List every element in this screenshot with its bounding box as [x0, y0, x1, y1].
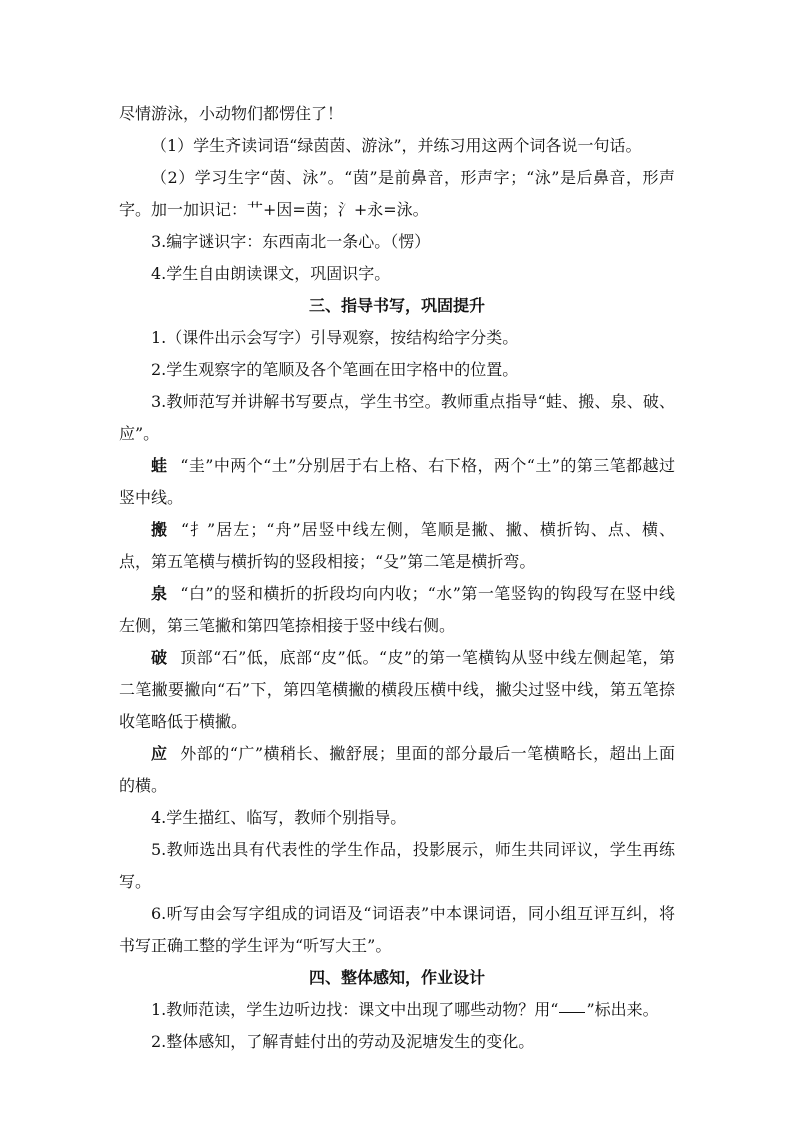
char-guide-wa [119, 450, 675, 514]
char-note: “扌”居左；“舟”居竖中线左侧，笔顺是撇、撇、横折钩、点、横、点，第五笔横与横折钩的竖段相接；“殳”第二笔是横折弯。 [119, 520, 675, 571]
paragraph-step-2: （2）学习生字“茵、泳”。“茵”是前鼻音，形声字；“泳”是后鼻音，形声字。加一加识记：艹+因=茵；氵+永=泳。 [119, 168, 675, 219]
paragraph-read-aloud: 4.学生自由朗读课文，巩固识字。 [151, 264, 391, 283]
char-head: 搬 [151, 520, 169, 539]
underline-mark [559, 1011, 585, 1013]
char-guide-po [119, 642, 675, 738]
char-note: “圭”中两个“土”分别居于右上格、右下格，两个“土”的第三笔都越过竖中线。 [119, 456, 675, 507]
list-item: 3.教师范写并讲解书写要点，学生书空。教师重点指导“蛙、搬、泉、破、应”。 [119, 392, 675, 443]
list-item: 5.教师选出具有代表性的学生作品，投影展示，师生共同评议，学生再练写。 [119, 840, 675, 891]
char-note: “白”的竖和横折的折段均向内收；“水”第一笔竖钩的钩段写在竖中线左侧，第三笔撇和第四笔捺相接于竖中线右侧。 [119, 584, 675, 635]
list-item [119, 994, 675, 1026]
paragraph-step-1: （1）学生齐读词语“绿茵茵、游泳”，并练习用这两个词各说一句话。 [151, 136, 642, 155]
item-text: 1.教师范读，学生边听边找：课文中出现了哪些动物？用“ [151, 1000, 559, 1019]
list-item: 2.学生观察字的笔顺及各个笔画在田字格中的位置。 [151, 360, 519, 379]
char-head: 破 [151, 648, 168, 667]
char-head: 应 [151, 744, 168, 763]
item-text: ”标出来。 [586, 1000, 659, 1019]
list-item: 1.（课件出示会写字）引导观察，按结构给字分类。 [151, 328, 519, 347]
list-item: 2.整体感知，了解青蛙付出的劳动及泥塘发生的变化。 [151, 1032, 535, 1051]
section-heading-3: 三、指导书写，巩固提升 [308, 296, 485, 315]
paragraph-riddle: 3.编字谜识字：东西南北一条心。（愣） [151, 232, 431, 251]
paragraph-continuation: 尽情游泳，小动物们都愣住了！ [119, 104, 344, 123]
char-guide-ying [119, 738, 675, 802]
char-head: 蛙 [151, 456, 168, 475]
char-note: 外部的“广”横稍长、撇舒展；里面的部分最后一笔横略长，超出上面的横。 [119, 744, 675, 795]
char-head: 泉 [151, 584, 168, 603]
char-guide-ban [119, 514, 675, 578]
section-heading-4: 四、整体感知，作业设计 [308, 968, 485, 987]
char-guide-quan [119, 578, 675, 642]
list-item: 6.听写由会写字组成的词语及“词语表”中本课词语，同小组互评互纠，将书写正确工整的学生评为“听写大王”。 [119, 904, 675, 955]
document-body [119, 98, 675, 1058]
list-item: 4.学生描红、临写，教师个别指导。 [151, 808, 407, 827]
char-note: 顶部“石”低，底部“皮”低。“皮”的第一笔横钩从竖中线左侧起笔，第二笔撇要撇向“石”下，第四笔横撇的横段压横中线，撇尖过竖中线，第五笔捺收笔略低于横撇。 [119, 648, 675, 731]
